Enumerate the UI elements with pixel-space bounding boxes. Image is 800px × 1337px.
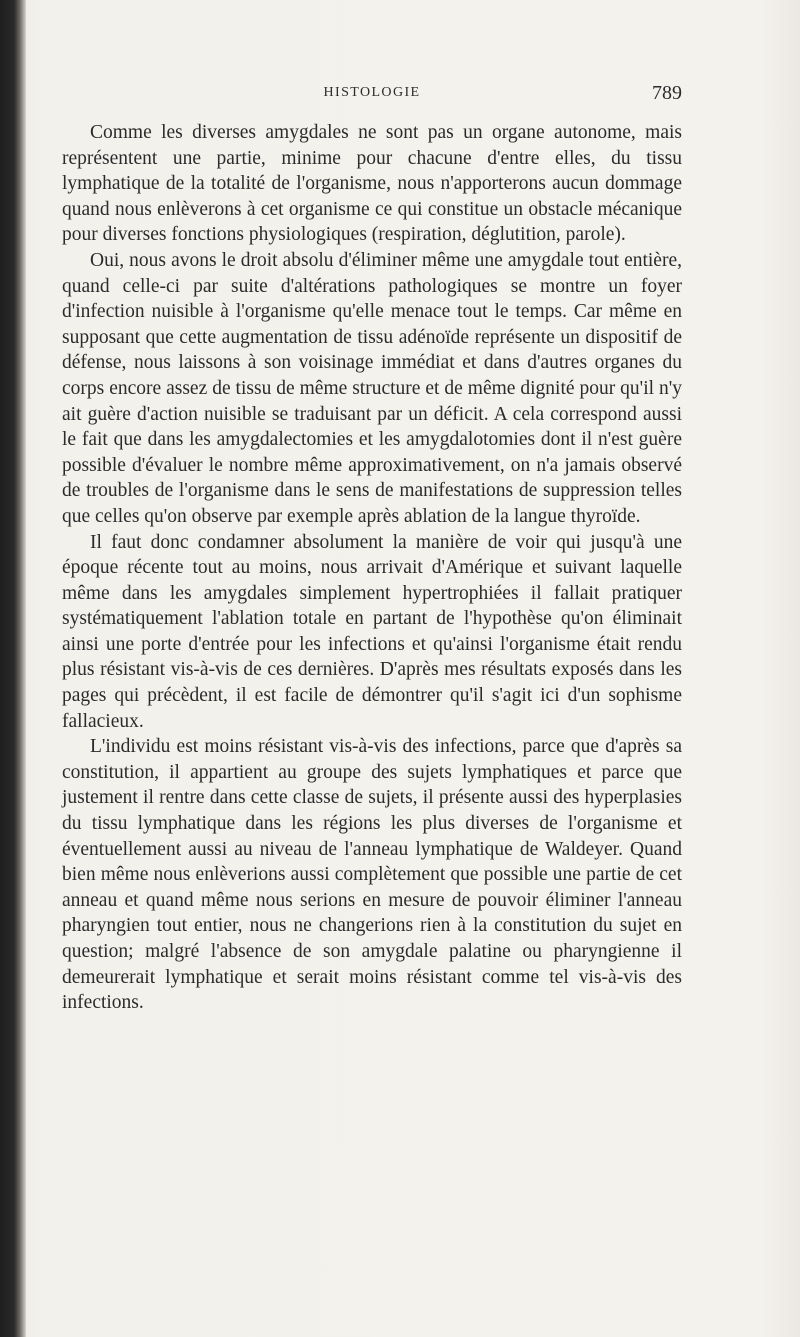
running-head bbox=[62, 82, 682, 106]
paragraph: Comme les diverses amygdales ne sont pas un organe autonome, mais représentent une partie, minime pour chacune d'entre elles, du tissu lymphatique de la totalité de l'organisme, nous n'apporterons aucun dommage quand nous enlèverons à cet organisme ce qui constitue un obstacle mécanique pour diverses fonctions physiologiques (respiration, déglutition, parole). bbox=[62, 122, 682, 246]
paragraph: L'individu est moins résistant vis-à-vis des infections, parce que d'après sa constitution, il appartient au groupe des sujets lymphatiques et parce que justement il rentre dans cette classe de sujets, il présente aussi des hyperplasies du tissu lymphatique dans les régions les plus diverses de l'organisme et éventuellement aussi au niveau de l'anneau lymphatique de Waldeyer. Quand bien même nous enlèverions aussi complètement que possible une partie de cet anneau et quand même nous serions en mesure de pouvoir éliminer l'anneau pharyngien tout entier, nous ne changerions rien à la constitution du sujet en question; malgré l'absence de son amygdale palatine ou pharyngienne il demeurerait lymphatique et serait moins résistant comme tel vis-à-vis des infections. bbox=[62, 736, 682, 1014]
body-text bbox=[62, 120, 682, 1016]
paragraph: Oui, nous avons le droit absolu d'éliminer même une amygdale tout entière, quand celle-ci par suite d'altérations pathologiques se montre un foyer d'infection nuisible à l'organisme qu'elle menace tout le temps. Car même en supposant que cette augmentation de tissu adénoïde représente un dispositif de défense, nous laissons à son voisinage immédiat et dans d'autres organes du corps encore assez de tissu de même structure et de même dignité pour qu'il n'y ait guère d'action nuisible se traduisant par un déficit. A cela correspond aussi le fait que dans les amygdalectomies et les amygdalotomies dont il n'est guère possible d'évaluer le nombre même approximativement, on n'a jamais observé de troubles de l'organisme dans le sens de manifestations de suppression telles que celles qu'on observe par exemple après ablation de la langue thyroïde. bbox=[62, 249, 682, 527]
paragraph: Il faut donc condamner absolument la manière de voir qui jusqu'à une époque récente tout au moins, nous arrivait d'Amérique et suivant laquelle même dans les amygdales simplement hypertrophiées il fallait pratiquer systématiquement l'ablation totale en partant de l'hypothèse qu'on éliminait ainsi une porte d'entrée pour les infections et qu'ainsi l'organisme était rendu plus résistant vis-à-vis de ces dernières. D'après mes résultats exposés dans les pages qui précèdent, il est facile de démontrer qu'il s'agit ici d'un sophisme fallacieux. bbox=[62, 531, 682, 732]
running-title: HISTOLOGIE bbox=[323, 85, 421, 100]
page-number: 789 bbox=[652, 82, 682, 104]
book-spine-shadow bbox=[0, 0, 26, 1337]
